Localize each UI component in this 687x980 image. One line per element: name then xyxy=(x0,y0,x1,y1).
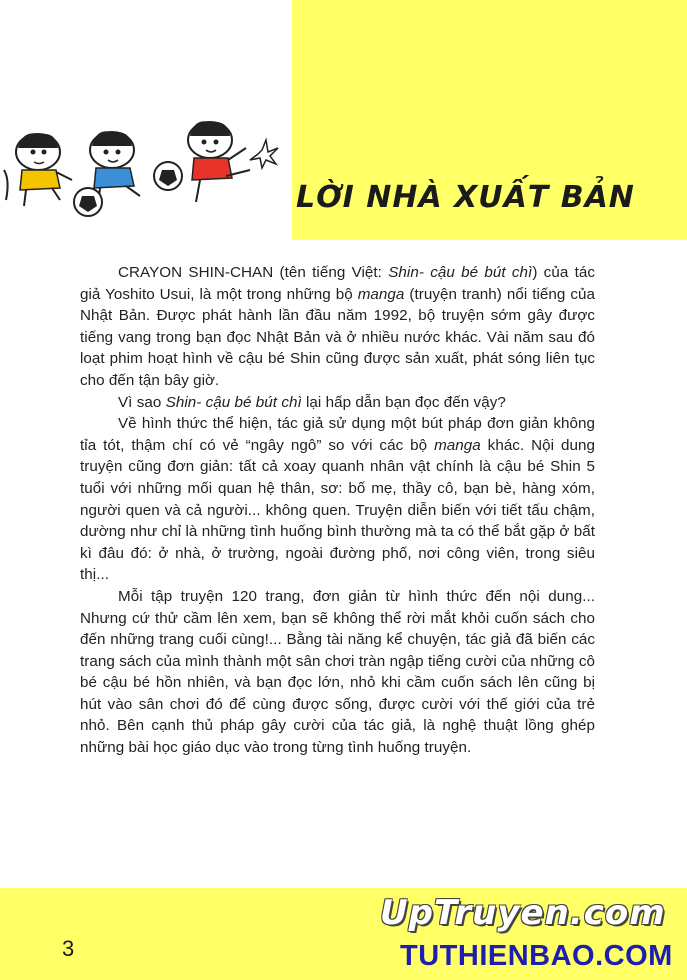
paragraph: CRAYON SHIN-CHAN (tên tiếng Việt: Shin- cậu bé bút chì) của tác giả Yoshito Usui, là một trong những bộ manga (truyện tranh) nổi tiếng của Nhật Bản. Được phát hành lần đầu năm 1992, bộ truyện sớm gây được tiếng vang trong bạn đọc Nhật Bản và ở nhiều nước khác. Vài năm sau đó loạt phim hoạt hình về cậu bé Shin cũng được sản xuất, phát sóng liên tục cho đến tận bây giờ. xyxy=(80,264,595,389)
paragraph: Mỗi tập truyện 120 trang, đơn giản từ hình thức đến nội dung... Nhưng cứ thử cầm lên xem, bạn sẽ không thể rời mắt khỏi cuốn sách cho đến những trang cuối cùng!... Bằng tài năng kể chuyện, tác giả đã biến các trang sách của mình thành một sân chơi tràn ngập tiếng cười của những cô bé cậu bé hồn nhiên, và bạn đọc lớn, nhỏ khi cầm cuốn sách lên cũng bị hút vào sân chơi đó để cùng được sống, được cười với thế giới của trẻ nhỏ. Bên cạnh thủ pháp gây cười của tác giả, là nghệ thuật lồng ghép những bài học giáo dục vào trong từng tình huống truyện. xyxy=(80,587,595,757)
soccer-ball-icon xyxy=(154,162,182,190)
paragraph: Về hình thức thể hiện, tác giả sử dụng một bút pháp đơn giản không tỉa tót, thậm chí có vẻ “ngây ngô” so với các bộ manga khác. Nội dung truyện cũng đơn giản: tất cả xoay quanh nhân vật chính là cậu bé Shin 5 tuổi với những mối quan hệ thân, sơ: bố mẹ, thầy cô, bạn bè, hàng xóm, người quen và cả người... không quen. Truyện diễn biến với tiết tấu chậm, dường như chỉ là những tình huống bình thường mà ta có thể bắt gặp ở bất kì đâu đó: ở nhà, ở trường, ngoài đường phố, nơi công viên, trong siêu thị... xyxy=(80,415,595,584)
kid-red-shirt-icon xyxy=(188,121,250,202)
spark-icon xyxy=(250,140,278,168)
page-number: 3 xyxy=(62,936,75,961)
paragraph: Vì sao Shin- cậu bé bút chì lại hấp dẫn bạn đọc đến vậy? xyxy=(118,393,506,411)
watermark-uptruyen: UpTruyen.com xyxy=(380,893,666,933)
body-text xyxy=(80,262,595,759)
page-heading: LỜI NHÀ XUẤT BẢN xyxy=(296,180,635,215)
kid-yellow-shirt-icon xyxy=(16,133,72,206)
soccer-ball-icon xyxy=(74,188,102,216)
shin-chan-soccer-illustration xyxy=(0,110,300,225)
watermark-tuthienbao: TUTHIENBAO.COM xyxy=(400,940,673,972)
